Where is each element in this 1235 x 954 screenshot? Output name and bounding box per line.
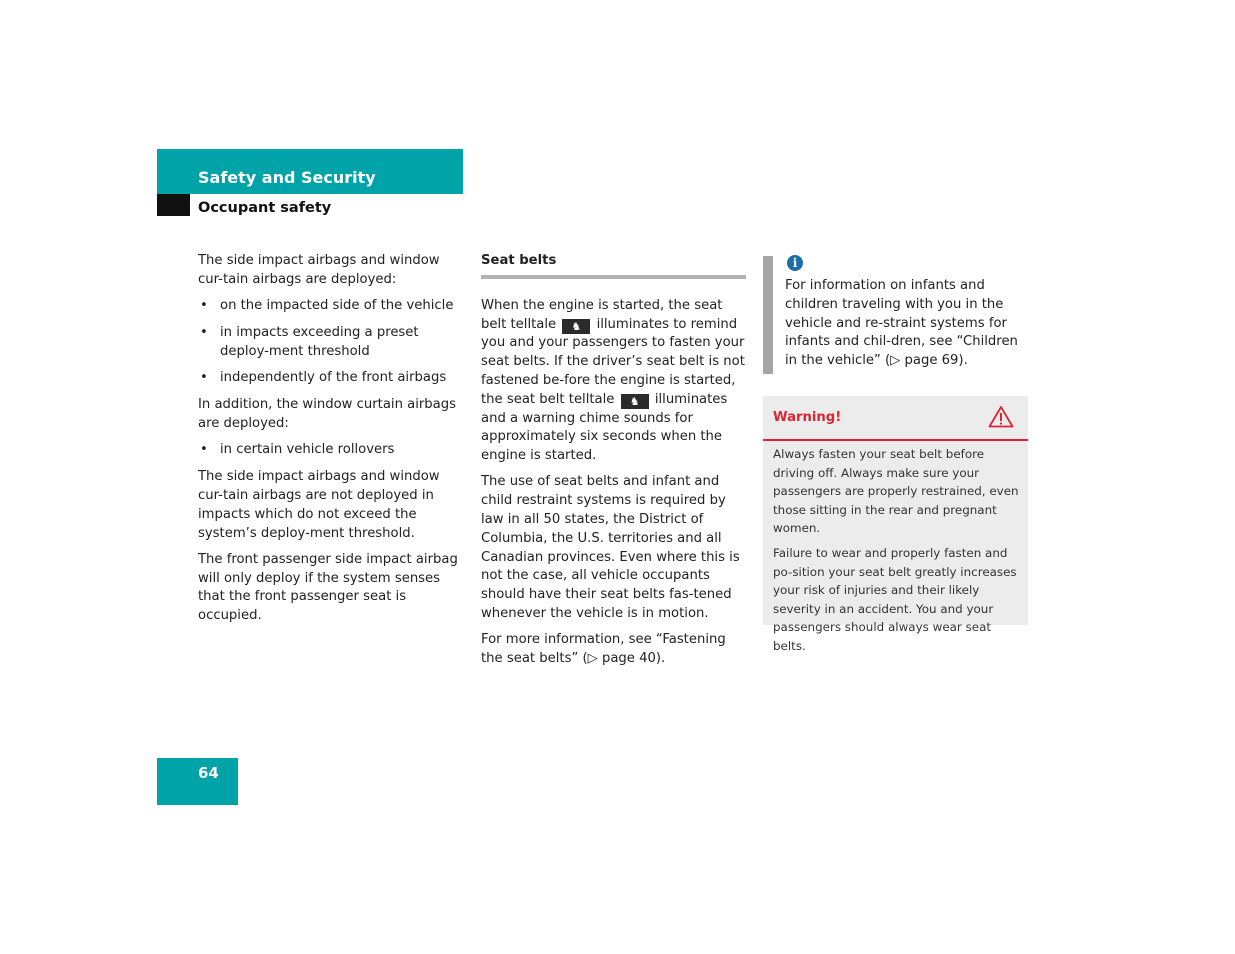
paragraph: The use of seat belts and infant and child restraint systems is required by law in all 50 states, the District of Columbia, the U.S. territories and all Canadian provinces. Even where this is not the case, all vehicle occupants should have their seat belts fas-tened whenever the vehicle is in motion. [481,474,740,622]
paragraph: The side impact airbags and window cur-tain airbags are deployed: [198,253,440,287]
bullet-list [198,441,463,460]
bullet-icon: • [200,324,208,340]
paragraph: For more information, see “Fastening the seat belts” (▷ page 40). [481,632,726,667]
column-airbags [198,252,463,634]
section-heading: Seat belts [481,253,557,268]
paragraph: When the engine is started, the seat belt telltale ♞ illuminates to remind you and your passengers to fasten your seat belts. If the driver’s seat belt is not fastened be-fore the engine is started, the seat belt telltale ♞ illuminates and a warning chime sounds for approximately six seconds when the engine is started. [481,297,745,464]
seat-belt-telltale-icon: ♞ [621,394,649,409]
info-sidebar [763,256,773,374]
heading-rule [481,275,746,279]
bullet-icon: • [200,298,208,314]
list-item: • on the impacted side of the vehicle [198,297,463,316]
warning-body [773,445,1023,662]
bullet-list [198,297,463,388]
list-item: • independently of the front airbags [198,369,463,388]
warning-header [763,396,1028,441]
paragraph: Always fasten your seat belt before driving off. Always make sure your passengers are properly restrained, even those sitting in the rear and pregnant women. [773,447,1019,536]
info-icon: i [787,255,803,271]
paragraph: The front passenger side impact airbag will only deploy if the system senses that the front passenger seat is occupied. [198,551,458,624]
subsection-title: Occupant safety [198,200,332,216]
paragraph: In addition, the window curtain airbags are deployed: [198,397,456,432]
list-item: • in impacts exceeding a preset deploy-ment threshold [200,324,419,359]
warning-triangle-icon [988,405,1014,428]
column-seat-belts [481,252,746,676]
warning-box [763,396,1028,653]
warning-label: Warning! [773,410,842,425]
list-item: • in certain vehicle rollovers [198,441,463,460]
info-note: For information on infants and children traveling with you in the vehicle and re-straint systems for infants and chil-dren, see “Children in the vehicle” (▷ page 69). [785,278,1018,369]
seat-belt-telltale-icon: ♞ [562,319,590,334]
paragraph: The side impact airbags and window cur-tain airbags are not deployed in impacts which do not exceed the system’s deploy-ment threshold. [198,469,440,541]
bullet-icon: • [200,442,208,458]
subsection-marker [157,194,190,216]
paragraph: Failure to wear and properly fasten and po-sition your seat belt greatly increases your risk of injuries and their likely severity in an accident. You and your passengers should always wear seat belts. [773,545,1017,653]
bullet-icon: • [200,370,208,386]
page-number: 64 [198,764,219,782]
section-title: Safety and Security [198,168,376,187]
